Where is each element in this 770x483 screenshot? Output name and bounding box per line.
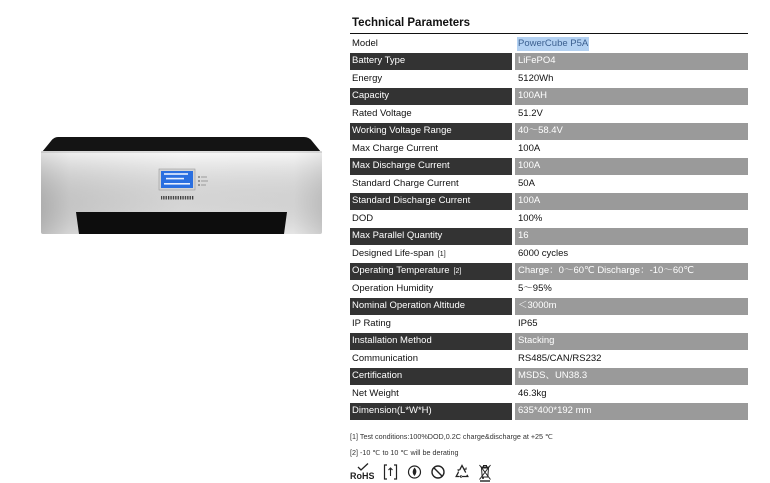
spec-value: Charge：0～60℃ Discharge：-10～60℃ <box>515 262 748 280</box>
flame-circle-icon <box>407 462 422 482</box>
spec-value: 6000 cycles <box>518 247 569 259</box>
spec-label: Standard Charge Current <box>352 177 459 189</box>
spec-row-model <box>350 35 748 53</box>
spec-row-communication <box>350 350 748 368</box>
spec-label: Certification <box>350 367 512 385</box>
spec-label: Installation Method <box>350 332 512 350</box>
spec-value: 100A <box>518 142 541 154</box>
spec-label: Energy <box>352 72 383 84</box>
lcd-display <box>159 169 195 190</box>
spec-label: Model <box>352 37 378 49</box>
spec-label: Standard Discharge Current <box>350 192 512 210</box>
bracketed-mark-icon <box>383 462 398 482</box>
spec-label: Communication <box>352 352 418 364</box>
spec-label: DOD <box>352 212 374 224</box>
spec-row-working-voltage-range <box>350 122 748 140</box>
spec-row-net-weight <box>350 385 748 403</box>
section-title: Technical Parameters <box>352 17 471 29</box>
spec-value: 100AH <box>515 87 748 105</box>
spec-value: Stacking <box>515 332 748 350</box>
crossed-bin-icon <box>478 462 492 482</box>
spec-label: Battery Type <box>350 52 512 70</box>
spec-label: Max Charge Current <box>352 142 439 154</box>
spec-label <box>350 245 512 263</box>
spec-row-max-parallel-quantity <box>350 227 748 245</box>
spec-label: IP Rating <box>352 317 391 329</box>
spec-value: 100A <box>515 157 748 175</box>
spec-value: IP65 <box>518 317 538 329</box>
spec-row-max-discharge-current <box>350 157 748 175</box>
spec-value: MSDS、UN38.3 <box>515 367 748 385</box>
spec-label: Max Parallel Quantity <box>350 227 512 245</box>
rohs-icon <box>350 462 374 482</box>
prohibition-icon <box>431 462 445 482</box>
spec-label: Max Discharge Current <box>350 157 512 175</box>
spec-row-max-charge-current <box>350 140 748 158</box>
spec-value: 635*400*192 mm <box>515 402 748 420</box>
spec-row-ip-rating <box>350 315 748 333</box>
spec-row-operating-temperature <box>350 262 748 280</box>
spec-label: Nominal Operation Altitude <box>350 297 512 315</box>
spec-label <box>350 262 512 280</box>
spec-label-text: Operating Temperature <box>352 265 450 276</box>
footnote-2: [2] -10 ℃ to 10 ℃ will be derating <box>350 448 459 457</box>
spec-row-nominal-operation-altitude <box>350 297 748 315</box>
spec-label-text: Designed Life-span <box>352 247 434 259</box>
spec-value: 5～95% <box>518 282 552 294</box>
footnotes <box>350 429 553 461</box>
footnote-ref: [1] <box>437 250 446 258</box>
spec-value: 46.3kg <box>518 387 547 399</box>
spec-row-dod <box>350 210 748 228</box>
spec-row-rated-voltage <box>350 105 748 123</box>
spec-value: LiFePO4 <box>515 52 748 70</box>
recycle-icon <box>455 462 469 482</box>
spec-label: Operation Humidity <box>352 282 434 294</box>
spec-row-installation-method <box>350 332 748 350</box>
spec-row-battery-type <box>350 52 748 70</box>
battery-base <box>76 212 287 234</box>
spec-row-energy <box>350 70 748 88</box>
spec-row-dimension <box>350 402 748 420</box>
spec-value: 50A <box>518 177 535 189</box>
spec-label: Dimension(L*W*H) <box>350 402 512 420</box>
spec-row-operation-humidity <box>350 280 748 298</box>
spec-label: Capacity <box>350 87 512 105</box>
spec-label: Working Voltage Range <box>350 122 512 140</box>
spec-value: 100A <box>515 192 748 210</box>
spec-label: Rated Voltage <box>352 107 412 119</box>
rohs-logo-text: RoHS <box>350 471 374 481</box>
spec-table <box>350 35 748 420</box>
spec-row-standard-charge-current <box>350 175 748 193</box>
spec-value: 51.2V <box>518 107 543 119</box>
spec-value: 100% <box>518 212 543 224</box>
selected-text: PowerCube P5A <box>518 37 589 49</box>
certification-icons <box>349 462 499 482</box>
spec-value: RS485/CAN/RS232 <box>518 352 602 364</box>
spec-value: 40～58.4V <box>515 122 748 140</box>
footnote-1: [1] Test conditions:100%DOD,0.2C charge&discharge at +25 ℃ <box>350 432 554 441</box>
spec-row-designed-life-span <box>350 245 748 263</box>
spec-row-capacity <box>350 87 748 105</box>
spec-row-standard-discharge-current <box>350 192 748 210</box>
battery-top-panel <box>42 137 321 152</box>
battery-product-image <box>0 0 345 483</box>
spec-value <box>515 35 748 53</box>
spec-value: ＜3000m <box>515 297 748 315</box>
vent-slots <box>161 196 194 200</box>
spec-row-certification <box>350 367 748 385</box>
footnote-ref: [2] <box>453 268 462 275</box>
spec-label: Net Weight <box>352 387 399 399</box>
spec-value: 16 <box>515 227 748 245</box>
spec-value: 5120Wh <box>518 72 554 84</box>
